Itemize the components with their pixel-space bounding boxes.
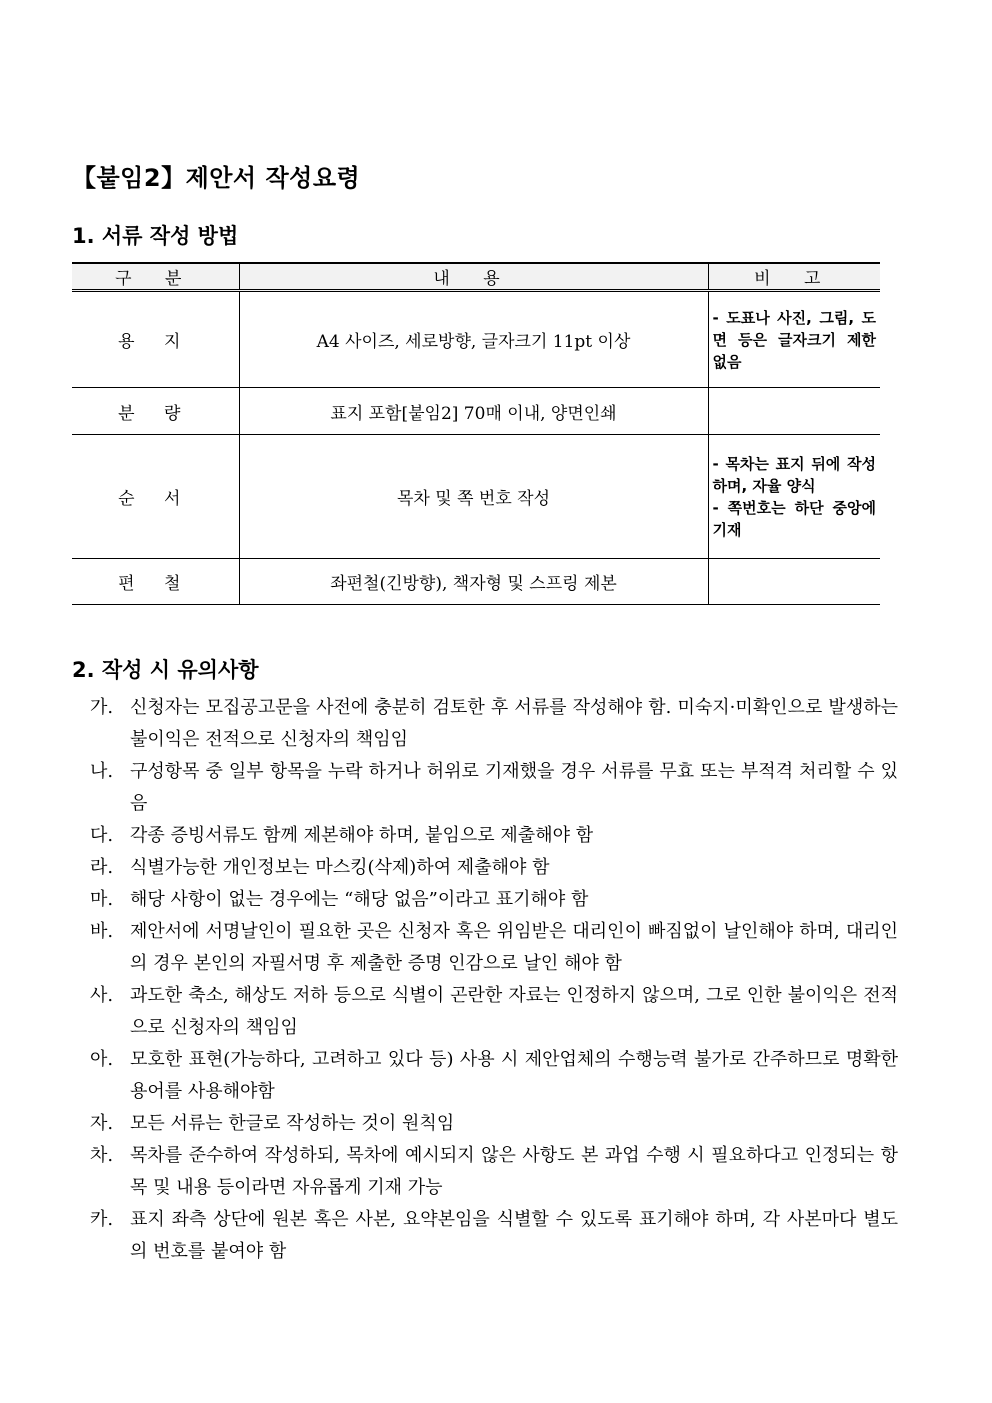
list-item	[90, 1108, 898, 1140]
note-line: - 목차는 표지 뒤에 작성하며, 자율 양식	[712, 454, 876, 495]
row-content: 목차 및 쪽 번호 작성	[239, 435, 708, 559]
list-item	[90, 820, 898, 852]
list-item-text: 표지 좌측 상단에 원본 혹은 사본, 요약본임을 식별할 수 있도록 표기해야 하며, 각 사본마다 별도의 번호를 붙여야 함	[130, 1209, 898, 1262]
list-item-text: 각종 증빙서류도 함께 제본해야 하며, 붙임으로 제출해야 함	[130, 825, 594, 846]
row-content: 표지 포함[붙임2] 70매 이내, 양면인쇄	[239, 388, 708, 435]
table-row	[72, 435, 880, 559]
list-marker: 아.	[90, 1049, 114, 1070]
column-header-content: 내 용	[239, 263, 708, 291]
list-item-text: 목차를 준수하여 작성하되, 목차에 예시되지 않은 사항도 본 과업 수행 시 필요하다고 인정되는 항목 및 내용 등이라면 자유롭게 기재 가능	[130, 1145, 898, 1198]
list-marker: 바.	[90, 921, 114, 942]
column-header-category: 구 분	[72, 263, 239, 291]
row-note	[708, 291, 880, 388]
row-label: 용 지	[72, 291, 239, 388]
row-note	[708, 559, 880, 605]
list-item-text: 모호한 표현(가능하다, 고려하고 있다 등) 사용 시 제안업체의 수행능력 불가로 간주하므로 명확한 용어를 사용해야함	[130, 1049, 898, 1102]
list-item-text: 신청자는 모집공고문을 사전에 충분히 검토한 후 서류를 작성해야 함. 미숙지·미확인으로 발생하는 불이익은 전적으로 신청자의 책임임	[130, 697, 898, 750]
list-marker: 다.	[90, 825, 114, 846]
list-item	[90, 692, 898, 756]
table-row	[72, 291, 880, 388]
list-item-text: 모든 서류는 한글로 작성하는 것이 원칙임	[130, 1113, 455, 1134]
table-header-row	[72, 263, 880, 291]
list-marker: 카.	[90, 1209, 114, 1230]
list-marker: 자.	[90, 1113, 114, 1134]
row-content: A4 사이즈, 세로방향, 글자크기 11pt 이상	[239, 291, 708, 388]
list-marker: 마.	[90, 889, 114, 910]
list-item	[90, 756, 898, 820]
list-marker: 차.	[90, 1145, 114, 1166]
list-item	[90, 980, 898, 1044]
precautions-list	[90, 692, 898, 1268]
list-item	[90, 1140, 898, 1204]
row-content: 좌편철(긴방향), 책자형 및 스프링 제본	[239, 559, 708, 605]
table-row	[72, 388, 880, 435]
list-item-text: 식별가능한 개인정보는 마스킹(삭제)하여 제출해야 함	[130, 857, 550, 878]
document-spec-table	[72, 262, 880, 605]
list-item-text: 제안서에 서명날인이 필요한 곳은 신청자 혹은 위임받은 대리인이 빠짐없이 날인해야 하며, 대리인의 경우 본인의 자필서명 후 제출한 증명 인감으로 날인 해야 함	[130, 921, 898, 974]
list-item	[90, 884, 898, 916]
row-label: 편 철	[72, 559, 239, 605]
row-label: 분 량	[72, 388, 239, 435]
section-heading-precautions: 2. 작성 시 유의사항	[72, 658, 259, 682]
note-line: - 쪽번호는 하단 중앙에 기재	[712, 498, 876, 539]
section-heading-writing-method: 1. 서류 작성 방법	[72, 224, 239, 248]
list-marker: 라.	[90, 857, 114, 878]
list-marker: 가.	[90, 697, 114, 718]
row-label: 순 서	[72, 435, 239, 559]
page-title: 【붙임2】제안서 작성요령	[72, 164, 361, 192]
column-header-remarks: 비 고	[708, 263, 880, 291]
row-note	[708, 388, 880, 435]
list-item-text: 해당 사항이 없는 경우에는 “해당 없음”이라고 표기해야 함	[130, 889, 589, 910]
list-item	[90, 916, 898, 980]
list-item-text: 과도한 축소, 해상도 저하 등으로 식별이 곤란한 자료는 인정하지 않으며, 그로 인한 불이익은 전적으로 신청자의 책임임	[130, 985, 898, 1038]
list-item	[90, 1044, 898, 1108]
list-marker: 나.	[90, 761, 114, 782]
list-marker: 사.	[90, 985, 114, 1006]
table-row	[72, 559, 880, 605]
list-item-text: 구성항목 중 일부 항목을 누락 하거나 허위로 기재했을 경우 서류를 무효 또는 부적격 처리할 수 있음	[130, 761, 898, 814]
list-item	[90, 852, 898, 884]
row-note	[708, 435, 880, 559]
list-item	[90, 1204, 898, 1268]
note-line: - 도표나 사진, 그림, 도면 등은 글자크기 제한 없음	[712, 308, 876, 371]
